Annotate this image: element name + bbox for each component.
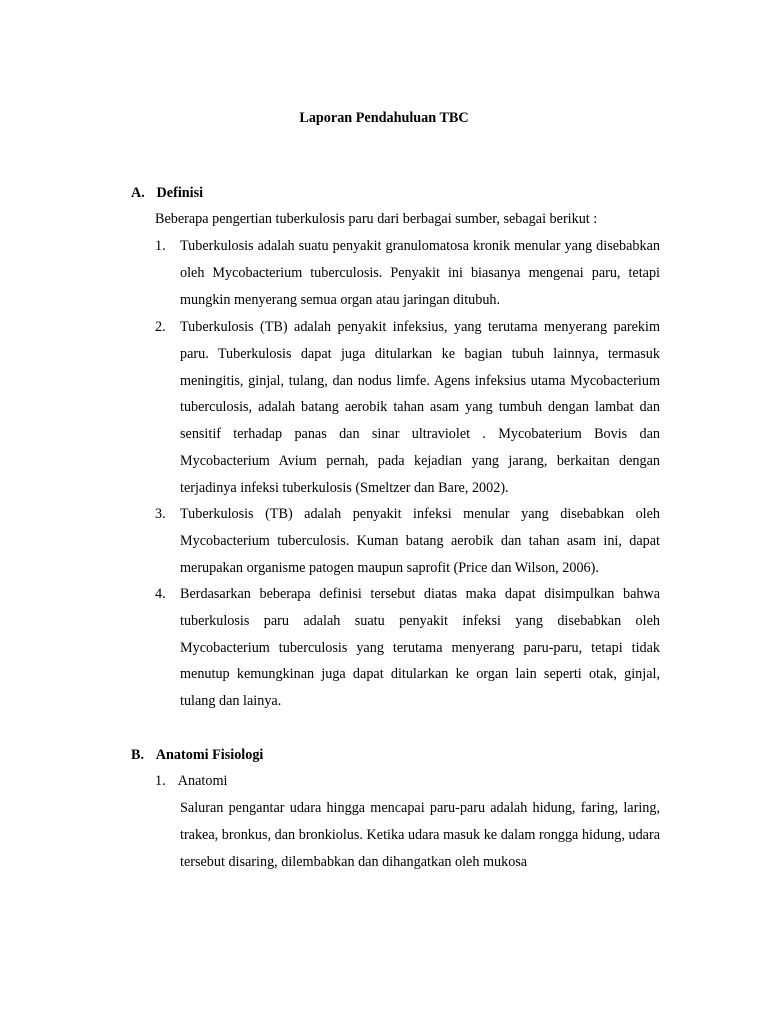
item-text: Berdasarkan beberapa definisi tersebut diatas maka dapat disimpulkan bahwa tuberkulosis paru adalah suatu penyakit infeksi yang disebabkan oleh Mycobacterium tuberculosis yang terutama menyerang paru-paru, tetapi tidak menutup kemungkinan juga dapat ditularkan ke organ lain seperti otak, ginjal, tulang dan lainya. bbox=[180, 586, 660, 710]
section-b-heading bbox=[131, 745, 263, 765]
section-b-letter: B. bbox=[131, 747, 145, 763]
item-number: 4. bbox=[155, 586, 166, 602]
item-number: 2. bbox=[155, 319, 166, 335]
item-text: Tuberkulosis (TB) adalah penyakit infeksi menular yang disebabkan oleh Mycobacterium tuberculosis. Kuman batang aerobik dan tahan asam ini, dapat merupakan organisme patogen maupun saprofit (Price dan Wilson, 2006). bbox=[180, 506, 660, 576]
subsection-anatomi-heading bbox=[155, 771, 227, 791]
anatomi-paragraph: Saluran pengantar udara hingga mencapai paru-paru adalah hidung, faring, laring, trakea, bronkus, dan bronkiolus. Ketika udara masuk ke dalam rongga hidung, udara tersebut disaring, dilembabkan dan dihangatkan oleh mukosa bbox=[180, 800, 660, 870]
subsection-title: Anatomi bbox=[177, 773, 228, 789]
subsection-number: 1. bbox=[155, 773, 166, 789]
item-number: 1. bbox=[155, 238, 166, 254]
document-title: Laporan Pendahuluan TBC bbox=[299, 110, 469, 126]
section-a-letter: A. bbox=[131, 185, 145, 201]
item-text: Tuberkulosis (TB) adalah penyakit infeksius, yang terutama menyerang parekim paru. Tuberkulosis dapat juga ditularkan ke bagian tubuh lainnya, termasuk meningitis, ginjal, tulang, dan nodus limfe. Agens infeksius utama Mycobacterium tuberculosis, adalah batang aerobik tahan asam yang tumbuh dengan lambat dan sensitif terhadap panas dan sinar ultraviolet . Mycobaterium Bovis dan Mycobacterium Avium pernah, pada kejadian yang jarang, berkaitan dengan terjadinya infeksi tuberkulosis (Smeltzer dan Bare, 2002). bbox=[180, 319, 660, 496]
section-a-title: Definisi bbox=[156, 185, 204, 201]
item-number: 3. bbox=[155, 506, 166, 522]
item-text: Tuberkulosis adalah suatu penyakit granulomatosa kronik menular yang disebabkan oleh Mycobacterium tuberculosis. Penyakit ini biasanya mengenai paru, tetapi mungkin menyerang semua organ atau jaringan ditubuh. bbox=[180, 238, 660, 308]
section-a-heading bbox=[131, 183, 203, 203]
section-a-intro: Beberapa pengertian tuberkulosis paru dari berbagai sumber, sebagai berikut : bbox=[155, 211, 598, 227]
section-b-title: Anatomi Fisiologi bbox=[155, 747, 264, 763]
